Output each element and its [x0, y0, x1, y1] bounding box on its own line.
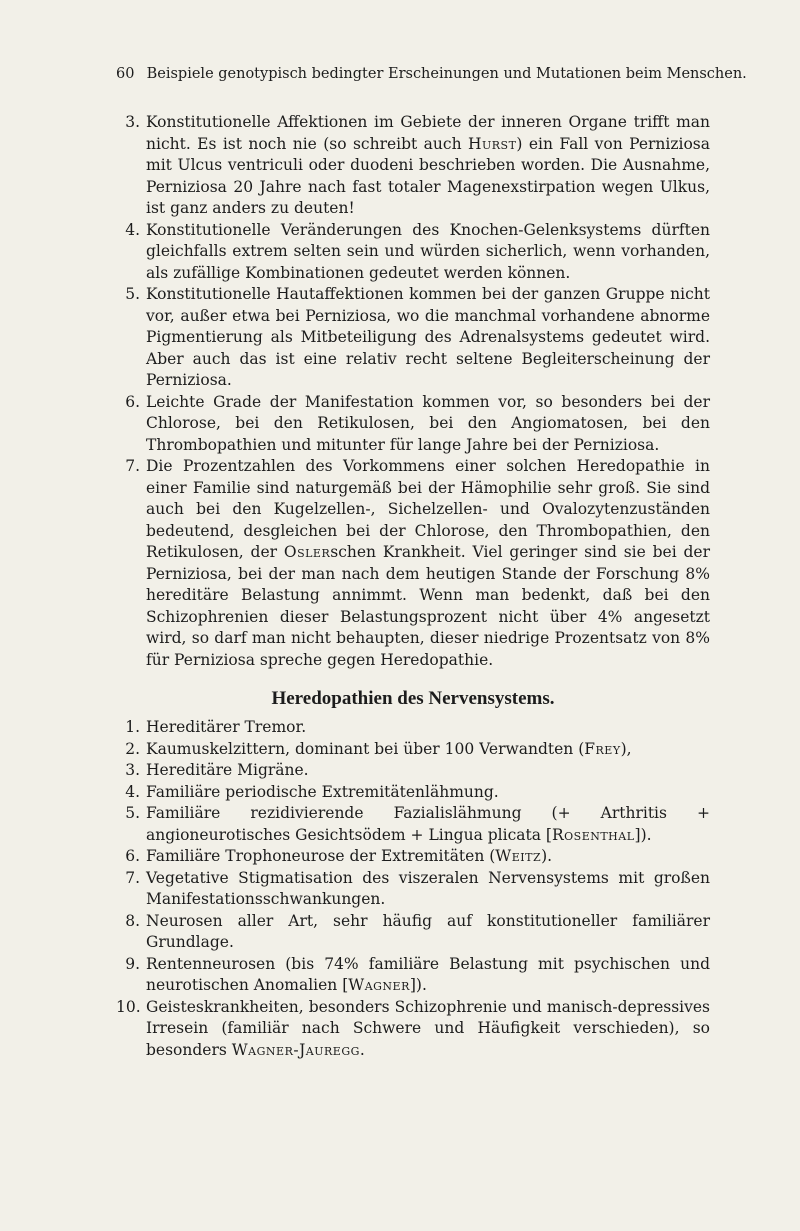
list-item: [116, 803, 710, 846]
list-item-text: [146, 911, 710, 954]
author-name: Hurst: [467, 134, 517, 153]
list-item: [116, 846, 710, 868]
list-item-number: 4.: [125, 220, 140, 239]
list-item-text: [146, 456, 710, 671]
list-item-text: [146, 868, 710, 911]
author-name: Wagner-Jauregg: [231, 1040, 360, 1059]
text-run: Rentenneurosen (bis 74% familiäre Belastung mit psychischen und neurotischen Anomalien [: [146, 954, 710, 994]
text-run: schen Krankheit. Viel geringer sind sie bei der Perniziosa, bei der man nach dem heutigen Stande der Forschung 8% hereditäre Belastung annimmt. Wenn man bedenkt, daß bei den Schizophrenien dieser Belastungsprozent nicht über 4% angesetzt wird, so darf man nicht behaupten, dieser niedrige Prozentsatz von 8% für Perniziosa spreche gegen Heredopathie.: [146, 543, 710, 669]
list-item-text: [146, 392, 710, 457]
text-run: Die Prozentzahlen des Vorkommens einer solchen Heredopathie in einer Familie sind naturgemäß bei der Hämophilie sehr groß. Sie sind auch bei den Kugelzellen-, Sichelzellen- und Ovalozytenzuständen bedeutend, desgleichen bei der Chlorose, den Thrombopathien, den Retikulosen, der: [146, 457, 710, 561]
list-item: [116, 997, 710, 1062]
text-run: Leichte Grade der Manifestation kommen vor, so besonders bei der Chlorose, bei den Retikulosen, bei den Angiomatosen, bei den Thrombopathien und mitunter für lange Jahre bei der Perniziosa.: [146, 392, 710, 454]
list-item-number: 2.: [125, 739, 140, 758]
list-item-text: [146, 954, 710, 997]
list-item-number: 3.: [125, 761, 140, 779]
list-item-number: 7.: [125, 868, 140, 887]
text-run: Familiäre rezidivierende Fazialislähmung (+ Arthritis + angioneurotisches Gesichtsödem + Lingua plicata [: [146, 804, 710, 844]
text-run: .: [359, 1040, 365, 1059]
running-title: Beispiele genotypisch bedingter Erscheinungen und Mutationen beim Menschen.: [146, 66, 747, 82]
numbered-list-continuation: [116, 112, 710, 671]
list-item-text: [146, 997, 710, 1062]
text-run: Hereditärer Tremor.: [146, 718, 307, 736]
list-item-text: [146, 846, 710, 868]
list-item-number: 5.: [125, 285, 140, 303]
list-item: [116, 782, 710, 804]
text-run: Hereditäre Migräne.: [146, 761, 309, 779]
list-item: [116, 760, 710, 782]
list-item-text: [146, 739, 710, 761]
list-item-text: [146, 717, 710, 739]
running-header: [116, 64, 747, 84]
list-item-text: [146, 760, 710, 782]
list-item-number: 3.: [125, 113, 140, 131]
text-run: ).: [541, 847, 553, 865]
author-name: Frey: [584, 739, 621, 758]
text-run: Familiäre periodische Extremitätenlähmung.: [146, 782, 499, 801]
section-heading: Heredopathien des Nervensystems.: [271, 688, 555, 709]
text-run: Familiäre Trophoneurose der Extremitäten (: [146, 847, 496, 865]
list-item-number: 6.: [125, 847, 140, 865]
text-run: ]).: [634, 825, 652, 844]
text-run: Kaumuskelzittern, dominant bei über 100 Verwandten (: [146, 739, 585, 758]
list-item: [116, 739, 710, 761]
list-item-number: 10.: [116, 997, 141, 1016]
text-run: Geisteskrankheiten, besonders Schizophrenie und manisch-depressives Irresein (familiär nach Schwere und Häufigkeit verschieden), so besonders: [146, 997, 710, 1059]
list-item: [116, 911, 710, 954]
text-run: ]).: [409, 976, 427, 994]
list-item: [116, 112, 710, 220]
author-name: Osler: [283, 543, 331, 561]
list-item: [116, 868, 710, 911]
list-item-text: [146, 803, 710, 846]
list-item-number: 5.: [125, 804, 140, 822]
text-run: Konstitutionelle Hautaffektionen kommen bei der ganzen Gruppe nicht vor, außer etwa bei Perniziosa, wo die manchmal vorhandene abnorme Pigmentierung als Mitbeteiligung des Adrenalsystems gedeutet wird. Aber auch das ist eine relativ recht seltene Begleiterscheinung der Perniziosa.: [146, 285, 710, 389]
list-item-number: 6.: [125, 392, 140, 411]
author-name: Rosenthal: [551, 825, 635, 844]
text-run: Neurosen aller Art, sehr häufig auf konstitutioneller familiärer Grundlage.: [146, 911, 710, 951]
list-item-number: 1.: [125, 718, 140, 736]
text-run: ),: [620, 739, 632, 758]
list-item-number: 4.: [125, 782, 140, 801]
list-item-number: 9.: [125, 954, 140, 973]
list-item-number: 8.: [125, 911, 140, 930]
list-item: [116, 717, 710, 739]
list-item: [116, 392, 710, 457]
text-run: Konstitutionelle Affektionen im Gebiete der inneren Organe trifft man nicht. Es ist noch nie (so schreibt auch: [146, 113, 710, 153]
author-name: Wagner: [348, 976, 410, 994]
text-run: Konstitutionelle Veränderungen des Knochen-Gelenksystems dürften gleichfalls extrem selten sein und würden sicherlich, wenn vorhanden, als zufällige Kombinationen gedeutet werden können.: [146, 220, 710, 282]
list-item-text: [146, 284, 710, 392]
list-item: [116, 456, 710, 671]
list-item: [116, 220, 710, 285]
text-run: ) ein Fall von Perniziosa mit Ulcus ventriculi oder duodeni beschrieben worden. Die Ausnahme, Perniziosa 20 Jahre nach fast totaler Magenexstirpation wegen Ulkus, ist ganz anders zu deuten!: [146, 134, 710, 217]
list-item-text: [146, 220, 710, 285]
list-item-number: 7.: [125, 457, 140, 475]
text-run: Vegetative Stigmatisation des viszeralen Nervensystems mit großen Manifestationsschwankungen.: [146, 868, 710, 908]
list-item: [116, 954, 710, 997]
list-item: [116, 284, 710, 392]
list-item-text: [146, 782, 710, 804]
nervous-system-list: [116, 717, 710, 1061]
author-name: Weitz: [495, 847, 542, 865]
page-number: 60: [116, 66, 135, 82]
list-item-text: [146, 112, 710, 220]
